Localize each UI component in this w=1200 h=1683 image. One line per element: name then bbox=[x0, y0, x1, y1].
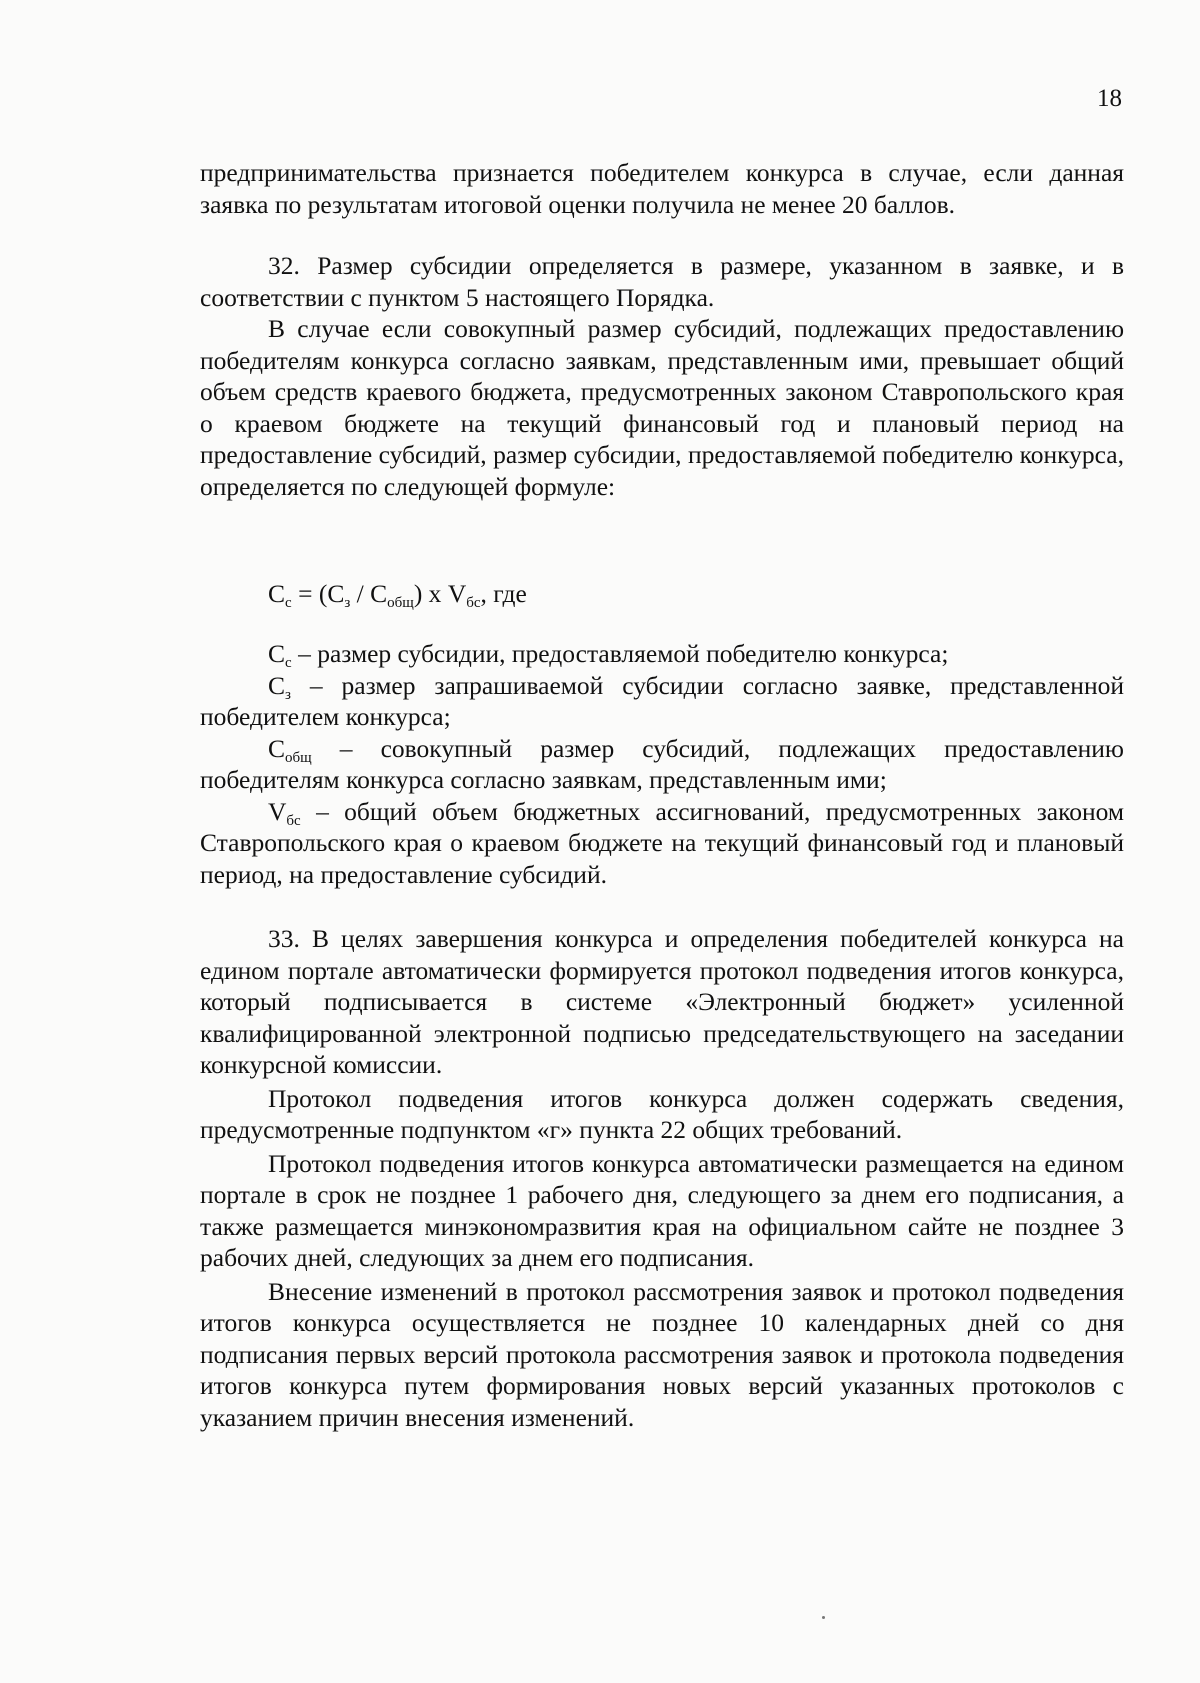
formula-cc-subscript: с bbox=[285, 595, 292, 611]
definition-vbs bbox=[200, 796, 1124, 891]
subsidy-formula bbox=[268, 578, 527, 610]
formula-cz-symbol: С bbox=[327, 579, 345, 608]
formula-where: , где bbox=[480, 579, 527, 608]
definition-cz-symbol: С bbox=[268, 670, 286, 700]
paragraph-33-block bbox=[200, 923, 1124, 1433]
paragraph-32: 32. Размер субсидии определяется в размере, указанном в заявке, и в соответствии с пунктом 5 настоящего Порядка. bbox=[200, 251, 1124, 312]
paragraph-32-case: В случае если совокупный размер субсидий, подлежащих предоставлению победителям конкурса согласно заявкам, представленным ими, превышает общий объем средств краевого бюджета, предусмотренных законом Ставропольского края о краевом бюджете на текущий финансовый год и плановый период на предоставление субсидий, размер субсидии, предоставляемой победителю конкурса, определяется по следующей формуле: bbox=[200, 314, 1124, 501]
definition-cc bbox=[200, 638, 1124, 670]
paragraph-31-continuation: предпринимательства признается победителем конкурса в случае, если данная заявка по результатам итоговой оценки получила не менее 20 баллов. bbox=[200, 158, 1124, 219]
formula-cobsh-subscript: общ bbox=[387, 595, 414, 611]
formula-vbs-subscript: бс bbox=[466, 595, 481, 611]
formula-cz-subscript: з bbox=[344, 595, 351, 611]
formula-cobsh-symbol: С bbox=[370, 579, 388, 608]
formula-close-times: ) х bbox=[413, 579, 448, 608]
definition-cz-text: – размер запрашиваемой субсидии согласно заявке, представленной победителем конкурса; bbox=[200, 670, 1124, 731]
definition-vbs-text: – общий объем бюджетных ассигнований, предусмотренных законом Ставропольского края о краевом бюджете на текущий финансовый год и плановый период, на предоставление субсидий. bbox=[200, 796, 1124, 889]
paragraph-33-protocol-content: Протокол подведения итогов конкурса должен содержать сведения, предусмотренные подпунктом «г» пункта 22 общих требований. bbox=[200, 1083, 1124, 1144]
definition-cobsh-symbol: С bbox=[268, 733, 286, 763]
formula-cc-symbol: С bbox=[268, 579, 286, 608]
paragraph-32-block bbox=[200, 250, 1124, 502]
formula-equals-open: = ( bbox=[291, 579, 328, 608]
paragraph-33-protocol-changes: Внесение изменений в протокол рассмотрения заявок и протокол подведения итогов конкурса осуществляется не позднее 10 календарных дней со дня подписания первых версий протокола рассмотрения заявок и протокола подведения итогов конкурса путем формирования новых версий указанных протоколов с указанием причин внесения изменений. bbox=[200, 1276, 1124, 1432]
definition-cc-text: – размер субсидии, предоставляемой победителю конкурса; bbox=[291, 639, 949, 668]
definition-cz-subscript: з bbox=[285, 686, 291, 703]
definition-cz bbox=[200, 670, 1124, 733]
formula-definitions bbox=[200, 638, 1124, 890]
scan-speck bbox=[822, 1616, 825, 1619]
definition-cc-subscript: с bbox=[285, 655, 292, 671]
page-number: 18 bbox=[1097, 85, 1122, 112]
paragraph-31-continuation-block bbox=[200, 157, 1124, 220]
definition-cobsh bbox=[200, 733, 1124, 796]
paragraph-33: 33. В целях завершения конкурса и определения победителей конкурса на едином портале автоматически формируется протокол подведения итогов конкурса, который подписывается в системе «Электронный бюджет» усиленной квалифицированной электронной подписью председательствующего на заседании конкурсной комиссии. bbox=[200, 924, 1124, 1079]
definition-vbs-symbol: V bbox=[268, 796, 287, 826]
definition-vbs-subscript: бс bbox=[286, 812, 301, 829]
formula-slash: / bbox=[350, 579, 371, 608]
definition-cc-symbol: С bbox=[268, 639, 286, 668]
formula-vbs-symbol: V bbox=[447, 579, 467, 608]
paragraph-33-protocol-publication: Протокол подведения итогов конкурса автоматически размещается на едином портале в срок не позднее 1 рабочего дня, следующего за днем его подписания, а также размещается минэкономразвития края на официальном сайте не позднее 3 рабочих дней, следующих за днем его подписания. bbox=[200, 1148, 1124, 1272]
definition-cobsh-text: – совокупный размер субсидий, подлежащих предоставлению победителям конкурса согласно заявкам, представленным ими; bbox=[200, 733, 1124, 794]
definition-cobsh-subscript: общ bbox=[285, 749, 312, 766]
